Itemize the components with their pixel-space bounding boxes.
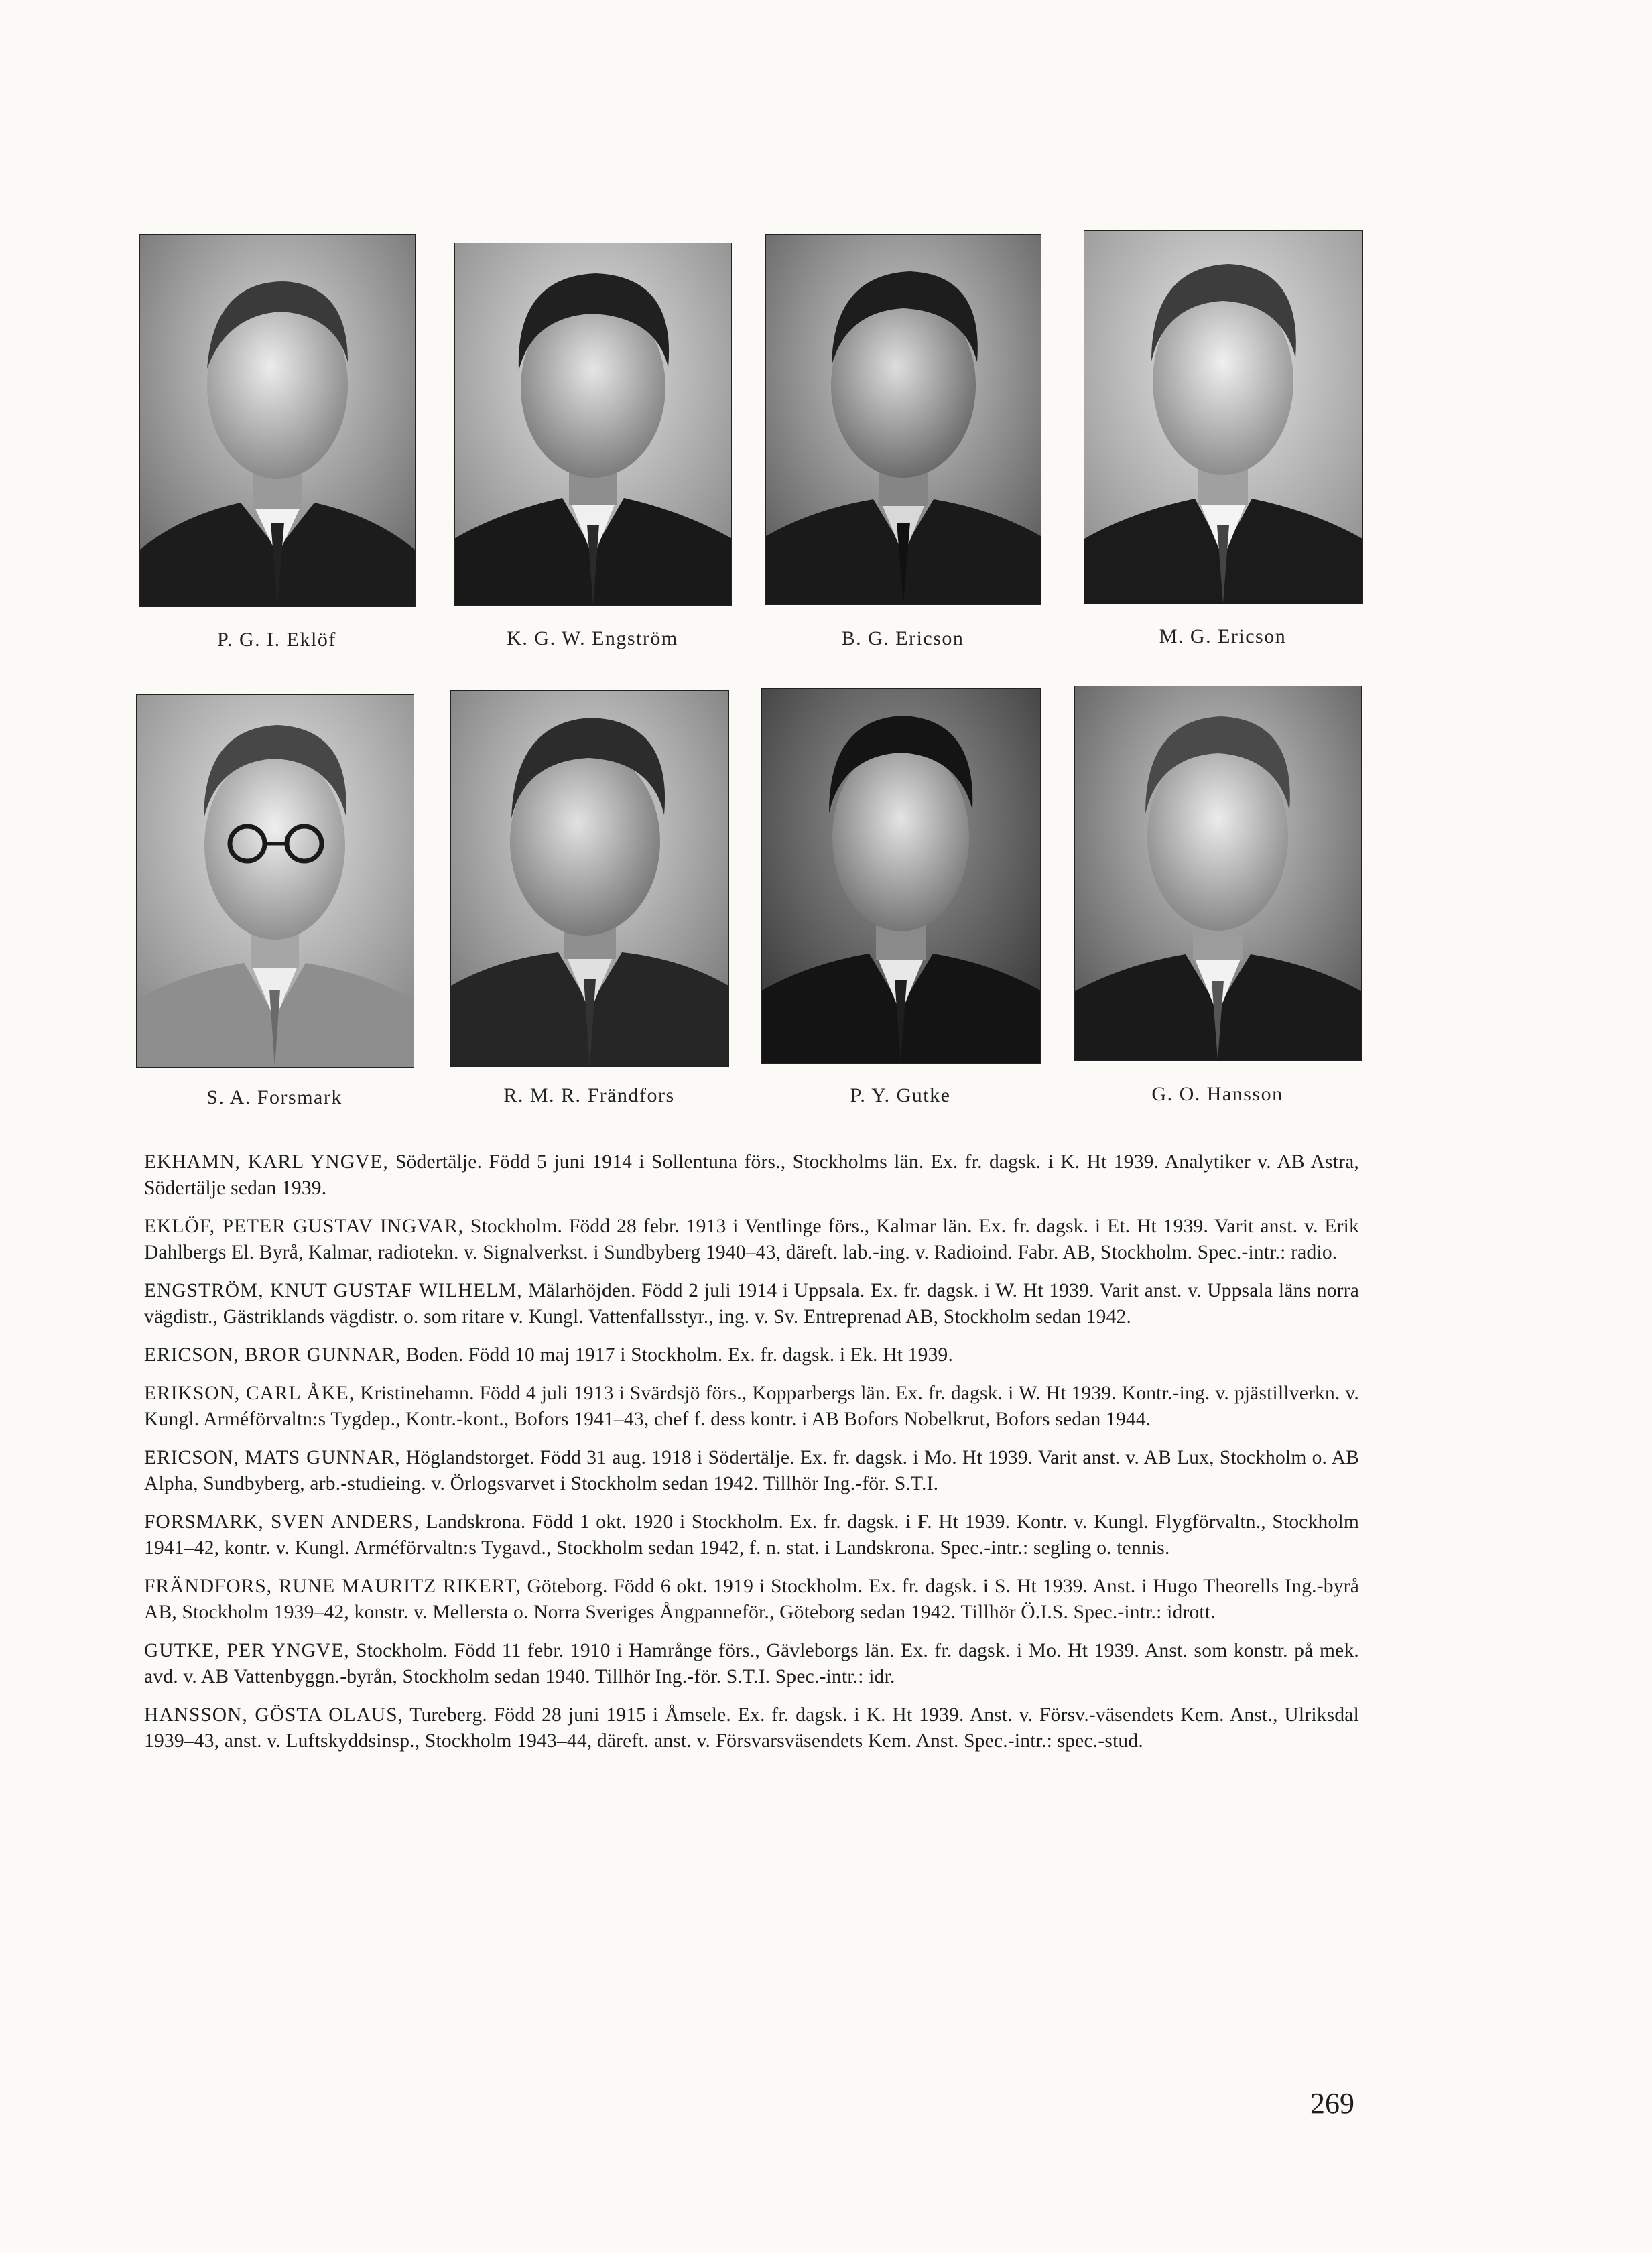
entry-name: EKLÖF, PETER GUSTAV INGVAR, <box>144 1216 464 1237</box>
portrait-caption: M. G. Ericson <box>1159 625 1287 647</box>
entry-text: Södertälje. Född 5 juni 1914 i Sollentuna förs., Stockholms län. Ex. fr. dagsk. i K. Ht 1939. Analytiker v. AB Astra, Södertälje sedan 1939. <box>144 1151 1359 1199</box>
portrait-photo-engstrom <box>454 243 732 606</box>
entry-text: Höglandstorget. Född 31 aug. 1918 i Södertälje. Ex. fr. dagsk. i Mo. Ht 1939. Varit anst. v. AB Lux, Stockholm o. AB Alpha, Sundbyberg, arb.-studieing. v. Örlogsvarvet i Stockholm sedan 1942. Tillhör Ing.-för. S.T.I. <box>144 1447 1359 1494</box>
biography-entry <box>144 1149 1359 1202</box>
entry-text: Landskrona. Född 1 okt. 1920 i Stockholm. Ex. fr. dagsk. i F. Ht 1939. Kontr. v. Kungl. Flygförvaltn., Stockholm 1941–42, kontr. v. Kungl. Arméförvaltn:s Tygavd., Stockholm sedan 1942, f. n. stat. i Landskrona. Spec.-intr.: segling o. tennis. <box>144 1511 1359 1559</box>
portrait-photo-m-ericson <box>1084 230 1363 604</box>
entry-name: HANSSON, GÖSTA OLAUS, <box>144 1704 403 1726</box>
entry-name: FRÄNDFORS, RUNE MAURITZ RIKERT, <box>144 1575 521 1597</box>
entry-name: ERICSON, MATS GUNNAR, <box>144 1447 401 1468</box>
entry-name: FORSMARK, SVEN ANDERS, <box>144 1511 420 1533</box>
biography-entry <box>144 1380 1359 1433</box>
entry-name: ERIKSON, CARL ÅKE, <box>144 1382 355 1404</box>
biography-entry <box>144 1573 1359 1626</box>
portrait-photo-eklof <box>139 234 416 607</box>
entry-text: Kristinehamn. Född 4 juli 1913 i Svärdsjö förs., Kopparbergs län. Ex. fr. dagsk. i W. Ht 1939. Kontr.-ing. v. pjästillverkn. v. Kungl. Arméförvaltn:s Tygdep., Kontr.-kont., Bofors 1941–43, chef f. dess kontr. i AB Bofors Nobelkrut, Bofors sedan 1944. <box>144 1382 1359 1430</box>
entry-text: Mälarhöjden. Född 2 juli 1914 i Uppsala. Ex. fr. dagsk. i W. Ht 1939. Varit anst. v. Uppsala läns norra vägdistr., Gästriklands vägdistr. o. som ritare v. Kungl. Vattenfallsstyr., ing. v. Sv. Entreprenad AB, Stockholm sedan 1942. <box>144 1280 1360 1328</box>
entry-name: ENGSTRÖM, KNUT GUSTAF WILHELM, <box>144 1280 523 1301</box>
portrait-caption: S. A. Forsmark <box>206 1086 342 1108</box>
entry-text: Stockholm. Född 11 febr. 1910 i Hamrånge förs., Gävleborgs län. Ex. fr. dagsk. i Mo. Ht 1939. Anst. som konstr. på mek. avd. v. AB Vattenbyggn.-byrån, Stockholm sedan 1940. Tillhör Ing.-för. S.T.I. Spec.-intr.: idr. <box>144 1640 1359 1687</box>
portrait-photo-b-ericson <box>765 234 1041 605</box>
page-number: 269 <box>1310 2087 1354 2120</box>
biography-entry <box>144 1445 1359 1497</box>
entry-name: EKHAMN, KARL YNGVE, <box>144 1151 389 1173</box>
portrait-caption: P. Y. Gutke <box>850 1084 951 1106</box>
entry-text: Tureberg. Född 28 juni 1915 i Åmsele. Ex. fr. dagsk. i K. Ht 1939. Anst. v. Försv.-väsendets Kem. Anst., Ulriksdal 1939–43, anst. v. Luftskyddsinsp., Stockholm 1943–44, däreft. anst. v. Försvarsväsendets Kem. Anst. Spec.-intr.: spec.-stud. <box>144 1704 1359 1752</box>
biography-entry <box>144 1214 1359 1266</box>
portrait-photo-forsmark <box>136 694 414 1068</box>
biography-entry <box>144 1342 1359 1368</box>
portrait-caption: K. G. W. Engström <box>507 627 678 649</box>
portrait-photo-gutke <box>761 688 1041 1064</box>
entry-text: Boden. Född 10 maj 1917 i Stockholm. Ex. fr. dagsk. i Ek. Ht 1939. <box>401 1344 954 1366</box>
biography-entry <box>144 1702 1359 1754</box>
portrait-photo-hansson <box>1074 686 1362 1061</box>
portrait-caption: B. G. Ericson <box>841 627 964 649</box>
portrait-photo-frandfors <box>450 690 729 1067</box>
portrait-caption: R. M. R. Frändfors <box>503 1084 675 1106</box>
portrait-caption: G. O. Hansson <box>1151 1083 1283 1105</box>
entry-text: Göteborg. Född 6 okt. 1919 i Stockholm. Ex. fr. dagsk. i S. Ht 1939. Anst. i Hugo Theorells Ing.-byrå AB, Stockholm 1939–42, konstr. v. Mellersta o. Norra Sveriges Ångpanneför., Göteborg sedan 1942. Tillhör Ö.I.S. Spec.-intr.: idrott. <box>144 1575 1359 1623</box>
biography-entry <box>144 1638 1359 1690</box>
biography-entry <box>144 1278 1359 1330</box>
entry-name: GUTKE, PER YNGVE, <box>144 1640 350 1661</box>
entry-name: ERICSON, BROR GUNNAR, <box>144 1344 401 1366</box>
biography-entry <box>144 1509 1359 1561</box>
entry-text: Stockholm. Född 28 febr. 1913 i Ventlinge förs., Kalmar län. Ex. fr. dagsk. i Et. Ht 1939. Varit anst. v. Erik Dahlbergs El. Byrå, Kalmar, radiotekn. v. Signalverkst. i Sundbyberg 1940–43, däreft. lab.-ing. v. Radioind. Fabr. AB, Stockholm. Spec.-intr.: radio. <box>144 1216 1359 1263</box>
biography-list <box>144 1149 1359 1766</box>
portrait-caption: P. G. I. Eklöf <box>217 629 336 651</box>
